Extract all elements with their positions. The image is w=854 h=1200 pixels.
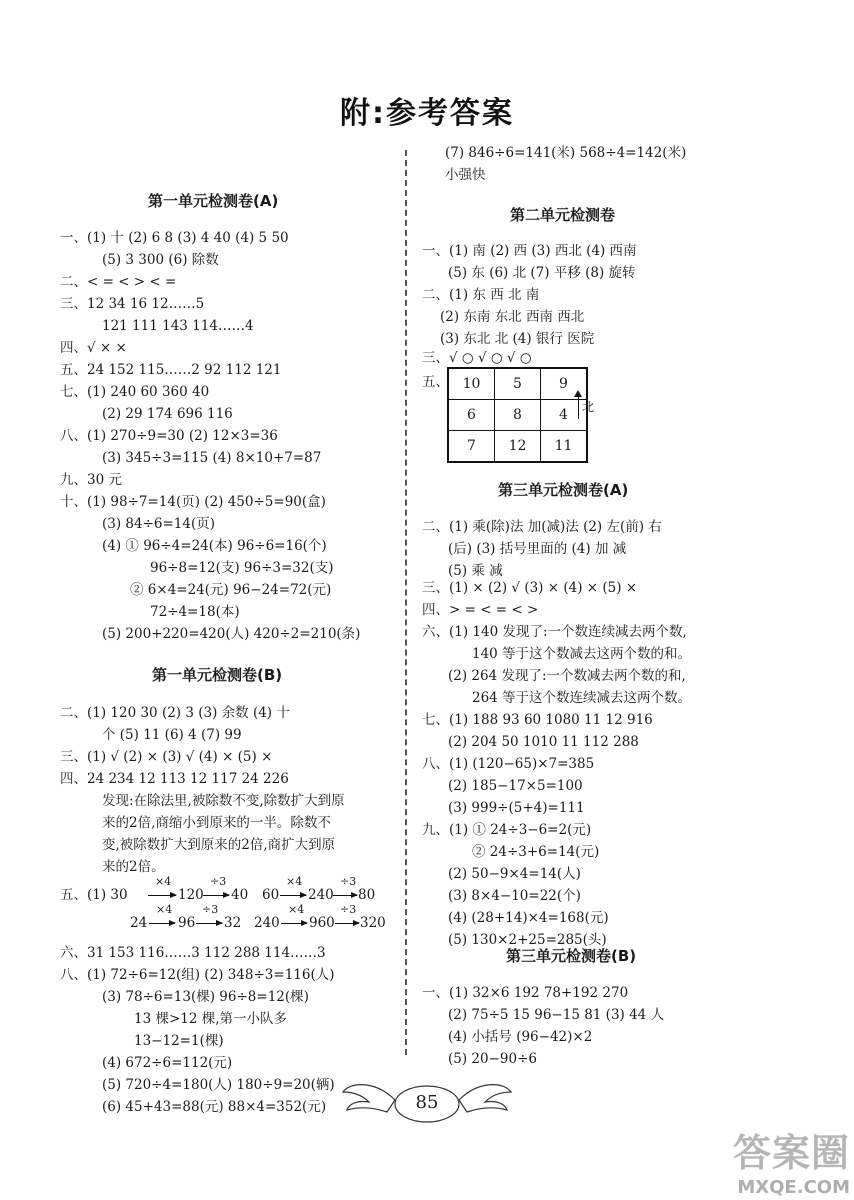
answer-line: (4) (28+14)×4=168(元): [448, 910, 609, 926]
direction-grid: [447, 367, 588, 463]
chain-arrow: [281, 923, 307, 924]
watermark: [733, 1122, 850, 1198]
heading-unit3-b: 第三单元检测卷(B): [506, 947, 637, 965]
heading-unit3-a: 第三单元检测卷(A): [498, 481, 629, 499]
chain-value: 80: [358, 887, 376, 903]
grid-cell: 12: [495, 431, 541, 463]
answer-line: (7) 846÷6=141(米) 568÷4=142(米): [445, 145, 687, 161]
answer-line: 四、√ × ×: [60, 340, 127, 356]
chain-op: ÷3: [202, 903, 219, 916]
answer-line: (3) 84÷6=14(页): [102, 516, 216, 532]
answer-line: 八、(1) 270÷9=30 (2) 12×3=36: [60, 428, 278, 444]
answer-line: (2) 185−17×5=100: [448, 778, 583, 794]
answer-line: 121 111 143 114……4: [102, 318, 254, 334]
answer-line: 三、(1) √ (2) × (3) √ (4) × (5) ×: [60, 749, 273, 765]
answer-line: 发现:在除法里,被除数不变,除数扩大到原: [102, 793, 345, 809]
answer-line: (2) 204 50 1010 11 112 288: [448, 734, 639, 750]
grid-cell: 7: [448, 431, 495, 463]
heading-unit1-b: 第一单元检测卷(B): [152, 666, 283, 684]
chain-op: ×4: [288, 903, 305, 916]
answer-line: 四、> = < = < >: [422, 602, 539, 618]
answer-line: 八、(1) 72÷6=12(组) (2) 348÷3=116(人): [60, 967, 335, 983]
answer-line: 一、(1) 十 (2) 6 8 (3) 4 40 (4) 5 50: [60, 230, 289, 246]
chain-value: 120: [178, 887, 204, 903]
answer-line: (5) 乘 减: [448, 563, 503, 579]
page-number: 85: [415, 1092, 439, 1113]
column-divider: [405, 150, 407, 1055]
page-title: 附:参考答案: [340, 96, 514, 131]
answer-line: (3) 78÷6=13(棵) 96÷8=12(棵): [102, 989, 309, 1005]
chain-value: 40: [231, 887, 249, 903]
answer-line: 小强快: [445, 167, 486, 183]
answer-line: 六、(1) 140 发现了:一个数连续减去两个数,: [422, 624, 687, 640]
chain-start: 五、(1) 30: [60, 887, 128, 903]
answer-line: (2) 264 发现了:一个数减去两个数的和,: [448, 668, 686, 684]
chain-start: 24: [130, 915, 148, 931]
chain-arrow: [203, 895, 229, 896]
grid-cell: 8: [495, 400, 541, 431]
answer-line: (2) 50−9×4=14(人): [448, 866, 581, 882]
answer-line: 二、(1) 东 西 北 南: [422, 287, 540, 303]
answer-line: 十、(1) 98÷7=14(页) (2) 450÷5=90(盒): [60, 494, 326, 510]
answer-line: 二、< = < > < =: [60, 274, 177, 290]
answer-line: 七、(1) 240 60 360 40: [60, 384, 210, 400]
answer-line: 13−12=1(棵): [134, 1033, 224, 1049]
answer-line: 变,被除数扩大到原来的2倍,商扩大到原: [102, 837, 336, 853]
chain-op: ÷3: [340, 875, 357, 888]
answer-line: 二、(1) 乘(除)法 加(减)法 (2) 左(前) 右: [422, 519, 662, 535]
watermark-url: MXQE.COM: [737, 1177, 850, 1198]
answer-line: 三、√ ○ √ ○ √ ○: [422, 350, 532, 366]
chain-arrow: [149, 923, 175, 924]
chain-op: ÷3: [340, 903, 357, 916]
heading-unit2: 第二单元检测卷: [510, 206, 616, 224]
answer-line: 五、24 152 115……2 92 112 121: [60, 362, 282, 378]
chain-arrow: [148, 895, 176, 896]
answer-line: 九、30 元: [60, 472, 122, 488]
answer-line: 96÷8=12(支) 96÷3=32(支): [150, 560, 334, 576]
grid-cell: 6: [448, 400, 495, 431]
grid-cell: 5: [495, 368, 541, 400]
answer-line: 八、(1) (120−65)×7=385: [422, 756, 595, 772]
answer-line: 个 (5) 11 (6) 4 (7) 99: [102, 727, 242, 743]
answer-line: (5) 720÷4=180(人) 180÷9=20(辆): [102, 1077, 335, 1093]
answer-line: (5) 3 300 (6) 除数: [102, 252, 219, 268]
grid-cell: 4: [541, 400, 588, 431]
chain-value: 320: [360, 915, 386, 931]
answer-line: 六、31 153 116……3 112 288 114……3: [60, 945, 326, 961]
answer-line: ② 6×4=24(元) 96−24=72(元): [130, 582, 332, 598]
north-label: 北: [582, 400, 595, 414]
chain-start: 60: [262, 887, 280, 903]
chain-arrow: [280, 895, 306, 896]
answer-line: (6) 45+43=88(元) 88×4=352(元): [102, 1099, 327, 1115]
answer-line: 四、24 234 12 113 12 117 24 226: [60, 771, 289, 787]
answer-line: (5) 东 (6) 北 (7) 平移 (8) 旋转: [448, 265, 636, 281]
answer-line: (3) 345÷3=115 (4) 8×10+7=87: [102, 450, 322, 466]
answer-line: (5) 20−90÷6: [448, 1051, 537, 1067]
answer-line: 三、(1) × (2) √ (3) × (4) × (5) ×: [422, 580, 638, 596]
answer-line: (后) (3) 括号里面的 (4) 加 减: [448, 541, 627, 557]
chain-arrow: [196, 923, 222, 924]
answer-line: 264 等于这个数连续减去这两个数。: [472, 690, 692, 706]
answer-line: 五、: [422, 374, 449, 390]
chain-start: 240: [254, 915, 280, 931]
chain-value: 96: [178, 915, 196, 931]
chain-op: ÷3: [210, 875, 227, 888]
answer-line: (4) 672÷6=112(元): [102, 1055, 233, 1071]
grid-cell: 11: [541, 431, 588, 463]
answer-line: 三、12 34 16 12……5: [60, 296, 205, 312]
chain-op: ×4: [155, 875, 172, 888]
chain-value: 240: [308, 887, 334, 903]
answer-line: (2) 75÷5 15 96−15 81 (3) 44 人: [448, 1007, 665, 1023]
answer-line: 二、(1) 120 30 (2) 3 (3) 余数 (4) 十: [60, 705, 290, 721]
answer-line: (5) 130×2+25=285(头): [448, 932, 607, 948]
answer-line: 13 棵>12 棵,第一小队多: [134, 1011, 288, 1027]
answer-line: (3) 999÷(5+4)=111: [448, 800, 585, 816]
answer-line: ② 24÷3+6=14(元): [472, 844, 600, 860]
chain-arrow: [335, 923, 359, 924]
answer-line: 一、(1) 南 (2) 西 (3) 西北 (4) 西南: [422, 243, 637, 259]
answer-line: 72÷4=18(本): [150, 604, 240, 620]
answer-line: (4) 小括号 (96−42)×2: [448, 1029, 593, 1045]
grid-cell: 9: [541, 368, 588, 400]
answer-line: 九、(1) ① 24÷3−6=2(元): [422, 822, 592, 838]
answer-line: (3) 东北 北 (4) 银行 医院: [440, 331, 595, 347]
chain-op: ×4: [286, 875, 303, 888]
grid-cell: 10: [448, 368, 495, 400]
answer-line: 来的2倍,商缩小到原来的一半。除数不: [102, 815, 331, 831]
answer-line: (4) ① 96÷4=24(本) 96÷6=16(个): [102, 538, 327, 554]
chain-op: ×4: [156, 903, 173, 916]
answer-line: 来的2倍。: [102, 859, 165, 875]
answer-line: (2) 29 174 696 116: [102, 406, 233, 422]
north-arrow-icon: [578, 393, 579, 419]
chain-arrow: [333, 895, 357, 896]
answer-line: (5) 200+220=420(人) 420÷2=210(条): [102, 626, 361, 642]
heading-unit1-a: 第一单元检测卷(A): [148, 192, 279, 210]
chain-value: 32: [224, 915, 242, 931]
answer-line: (2) 东南 东北 西南 西北: [440, 309, 585, 325]
answer-line: 140 等于这个数减去这两个数的和。: [472, 646, 692, 662]
answer-line: 一、(1) 32×6 192 78+192 270: [422, 985, 629, 1001]
watermark-logo-text: 答案圈: [732, 1131, 850, 1175]
answer-line: 七、(1) 188 93 60 1080 11 12 916: [422, 712, 653, 728]
answer-line: (3) 8×4−10=22(个): [448, 888, 581, 904]
chain-value: 960: [309, 915, 335, 931]
